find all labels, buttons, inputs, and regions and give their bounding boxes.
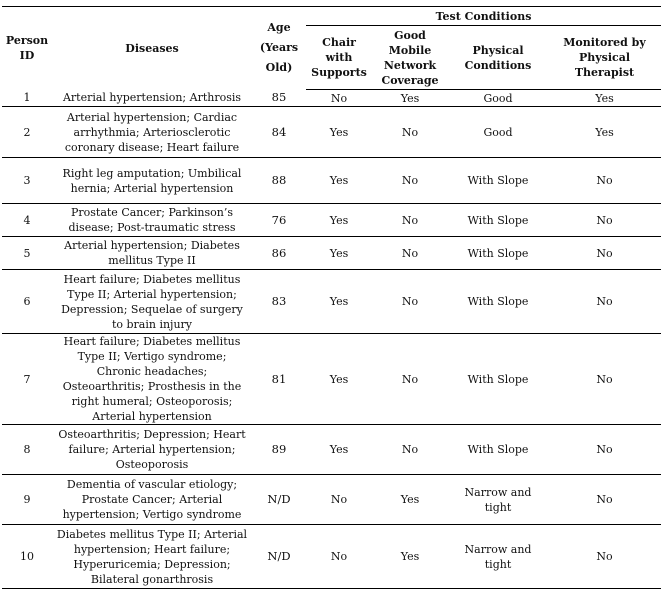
cell-physical: Narrow and tight <box>448 475 548 525</box>
cell-monitored: No <box>548 237 661 270</box>
table-row <box>2 204 661 237</box>
cell-person-id: 9 <box>2 475 52 525</box>
cell-monitored: No <box>548 270 661 334</box>
cell-monitored: No <box>548 334 661 425</box>
cell-age: 83 <box>252 270 306 334</box>
cell-diseases: Arterial hypertension; Arthrosis <box>52 90 252 107</box>
cell-person-id: 1 <box>2 90 52 107</box>
cell-person-id: 10 <box>2 525 52 589</box>
cell-diseases: Dementia of vascular etiology; Prostate Cancer; Arterial hypertension; Vertigo syndrome <box>52 475 252 525</box>
cell-diseases: Diabetes mellitus Type II; Arterial hypertension; Heart failure; Hyperuricemia; Depression; Bilateral gonarthrosis <box>52 525 252 589</box>
cell-monitored: No <box>548 425 661 475</box>
cell-physical: Narrow and tight <box>448 525 548 589</box>
cell-person-id: 6 <box>2 270 52 334</box>
cell-monitored: No <box>548 475 661 525</box>
cell-diseases: Arterial hypertension; Diabetes mellitus Type II <box>52 237 252 270</box>
table-row <box>2 334 661 425</box>
cell-person-id: 2 <box>2 107 52 158</box>
header-network: Good Mobile Network Coverage <box>372 26 448 90</box>
cell-chair: Yes <box>306 204 372 237</box>
cell-network: No <box>372 270 448 334</box>
cell-chair: No <box>306 90 372 107</box>
cell-chair: Yes <box>306 334 372 425</box>
cell-physical: With Slope <box>448 204 548 237</box>
cell-physical: Good <box>448 90 548 107</box>
table-row <box>2 525 661 589</box>
header-physical: Physical Conditions <box>448 26 548 90</box>
header-test-conditions: Test Conditions <box>306 7 661 26</box>
cell-person-id: 4 <box>2 204 52 237</box>
cell-person-id: 7 <box>2 334 52 425</box>
cell-monitored: Yes <box>548 107 661 158</box>
table-row <box>2 158 661 204</box>
cell-network: No <box>372 425 448 475</box>
cell-chair: No <box>306 475 372 525</box>
cell-diseases: Heart failure; Diabetes mellitus Type II; Arterial hypertension; Depression; Sequelae of surgery to brain injury <box>52 270 252 334</box>
cell-chair: No <box>306 525 372 589</box>
cell-physical: With Slope <box>448 158 548 204</box>
table-row <box>2 237 661 270</box>
cell-diseases: Osteoarthritis; Depression; Heart failure; Arterial hypertension; Osteoporosis <box>52 425 252 475</box>
cell-age: 85 <box>252 90 306 107</box>
table-row <box>2 270 661 334</box>
cell-age: 89 <box>252 425 306 475</box>
table-row <box>2 107 661 158</box>
cell-chair: Yes <box>306 158 372 204</box>
cell-physical: With Slope <box>448 270 548 334</box>
cell-age: 76 <box>252 204 306 237</box>
cell-network: No <box>372 107 448 158</box>
cell-person-id: 3 <box>2 158 52 204</box>
cell-network: Yes <box>372 525 448 589</box>
cell-age: N/D <box>252 475 306 525</box>
cell-chair: Yes <box>306 237 372 270</box>
cell-monitored: Yes <box>548 90 661 107</box>
cell-network: Yes <box>372 90 448 107</box>
cell-diseases: Arterial hypertension; Cardiac arrhythmia; Arteriosclerotic coronary disease; Heart failure <box>52 107 252 158</box>
cell-person-id: 8 <box>2 425 52 475</box>
patients-table <box>2 6 661 589</box>
table-row <box>2 475 661 525</box>
cell-network: No <box>372 158 448 204</box>
cell-age: 84 <box>252 107 306 158</box>
header-age: Age (Years Old) <box>252 7 306 90</box>
cell-age: N/D <box>252 525 306 589</box>
table-row <box>2 90 661 107</box>
header-monitored: Monitored by Physical Therapist <box>548 26 661 90</box>
cell-age: 88 <box>252 158 306 204</box>
cell-age: 81 <box>252 334 306 425</box>
cell-physical: With Slope <box>448 334 548 425</box>
cell-diseases: Heart failure; Diabetes mellitus Type II; Vertigo syndrome; Chronic headaches; Osteoarthritis; Prosthesis in the right humeral; Osteoporosis; Arterial hypertension <box>52 334 252 425</box>
header-person-id: Person ID <box>2 7 52 90</box>
header-diseases: Diseases <box>52 7 252 90</box>
cell-age: 86 <box>252 237 306 270</box>
cell-physical: With Slope <box>448 237 548 270</box>
cell-network: Yes <box>372 475 448 525</box>
header-chair: Chair with Supports <box>306 26 372 90</box>
table-row <box>2 425 661 475</box>
cell-chair: Yes <box>306 425 372 475</box>
cell-network: No <box>372 334 448 425</box>
cell-diseases: Right leg amputation; Umbilical hernia; Arterial hypertension <box>52 158 252 204</box>
cell-chair: Yes <box>306 270 372 334</box>
cell-person-id: 5 <box>2 237 52 270</box>
cell-chair: Yes <box>306 107 372 158</box>
cell-monitored: No <box>548 158 661 204</box>
cell-diseases: Prostate Cancer; Parkinson’s disease; Post-traumatic stress <box>52 204 252 237</box>
cell-network: No <box>372 204 448 237</box>
cell-physical: With Slope <box>448 425 548 475</box>
cell-monitored: No <box>548 525 661 589</box>
cell-monitored: No <box>548 204 661 237</box>
cell-network: No <box>372 237 448 270</box>
cell-physical: Good <box>448 107 548 158</box>
